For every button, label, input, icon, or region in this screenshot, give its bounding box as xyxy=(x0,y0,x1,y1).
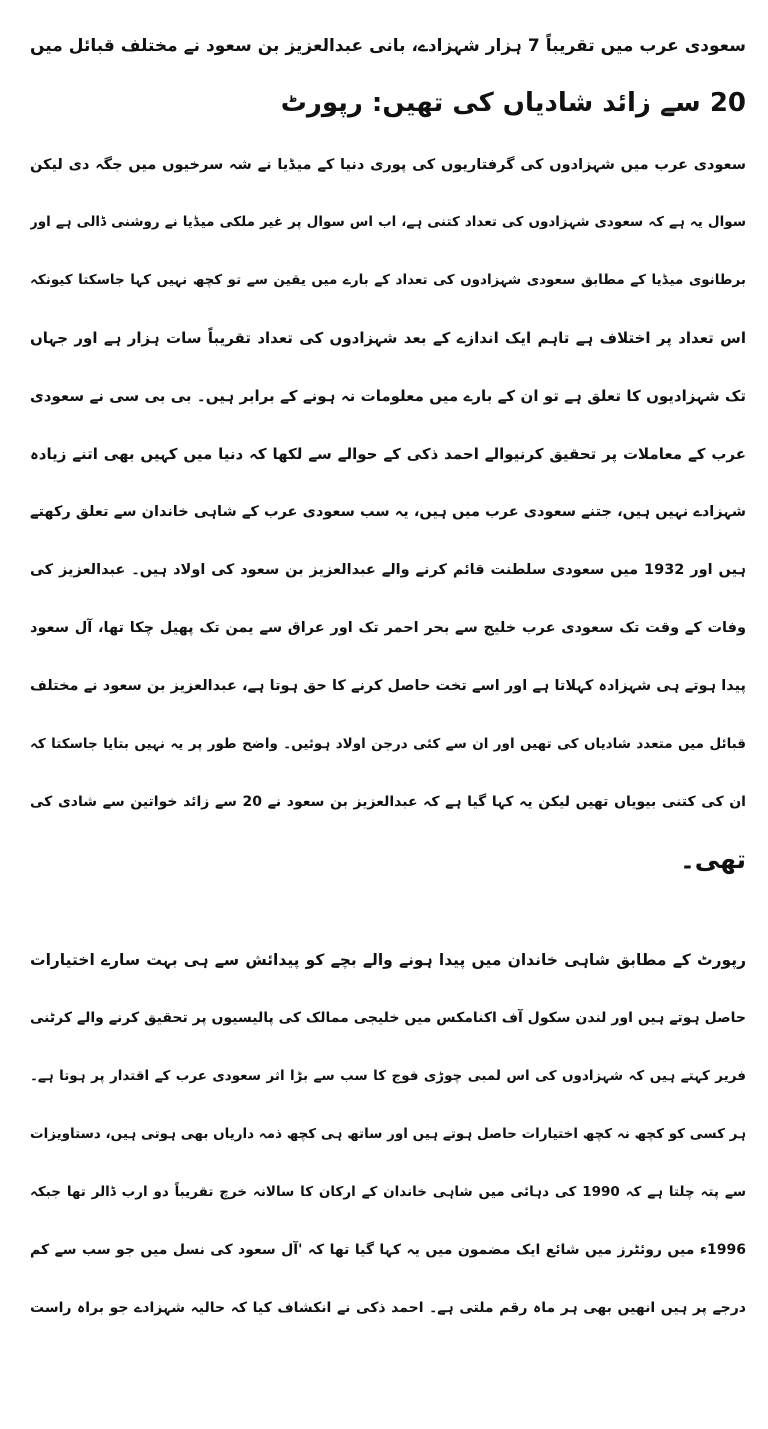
paragraph-line: تھی۔ xyxy=(680,845,746,874)
paragraph-line: ہیں اور 1932 میں سعودی سلطنت قائم کرنے والے عبدالعزیز بن سعود کی اولاد ہیں۔ عبدالعزیز کی xyxy=(30,562,746,578)
paragraph-line: سعودی عرب میں شہزادوں کی گرفتاریوں کی پوری دنیا کے میڈیا نے شہ سرخیوں میں جگہ دی لیکن xyxy=(30,157,746,173)
paragraph-line: عرب کے معاملات پر تحقیق کرنیوالے احمد ذکی کے حوالے سے لکھا کہ دنیا میں کہیں بھی اتنے زیادہ xyxy=(30,445,746,463)
paragraph-line: سے پتہ چلتا ہے کہ 1990 کی دہائی میں شاہی خاندان کے ارکان کا سالانہ خرچ تقریباً دو ارب ڈالر تھا جبکہ xyxy=(30,1184,746,1200)
paragraph-line: شہزادے نہیں ہیں، جتنے سعودی عرب میں ہیں، یہ سب سعودی عرب کے شاہی خاندان سے تعلق رکھتے xyxy=(30,504,746,520)
paragraph-line: رپورٹ کے مطابق شاہی خاندان میں پیدا ہونے والے بچے کو پیدائش سے ہی بہت سارے اختیارات xyxy=(30,951,746,969)
paragraph-line: سوال یہ ہے کہ سعودی شہزادوں کی تعداد کتنی ہے، اب اس سوال پر غیر ملکی میڈیا نے روشنی ڈالی ہے اور xyxy=(30,214,746,230)
paragraph-line: ان کی کتنی بیویاں تھیں لیکن یہ کہا گیا ہے کہ عبدالعزیز بن سعود نے 20 سے زائد خواتین سے شادی کی xyxy=(30,794,746,810)
paragraph-line: درجے پر ہیں انھیں بھی ہر ماہ رقم ملتی ہے۔ احمد ذکی نے انکشاف کیا کہ حالیہ شہزادے جو براہ راست xyxy=(30,1300,746,1316)
paragraph-line: حاصل ہوتے ہیں اور لندن سکول آف اکنامکس میں خلیجی ممالک کی پالیسیوں پر تحقیق کرنے والے کرٹنی xyxy=(30,1010,746,1026)
paragraph-line: پیدا ہوتے ہی شہزادہ کہلاتا ہے اور اسے تخت حاصل کرنے کا حق ہوتا ہے، عبدالعزیز بن سعود نے مختلف xyxy=(30,678,746,694)
paragraph-line: وفات کے وقت تک سعودی عرب خلیج سے بحر احمر تک اور عراق سے یمن تک پھیل چکا تھا، آل سعود xyxy=(30,620,746,636)
paragraph-line: برطانوی میڈیا کے مطابق سعودی شہزادوں کی تعداد کے بارے میں یقین سے تو کچھ نہیں کہا جاسکتا کیونکہ xyxy=(30,272,746,288)
paragraph-line: 1996ء میں روئٹرز میں شائع ایک مضمون میں یہ کہا گیا تھا کہ 'آل سعود کی نسل میں جو سب سے کم xyxy=(30,1242,746,1258)
paragraph-line: قبائل میں متعدد شادیاں کی تھیں اور ان سے کئی درجن اولاد ہوئیں۔ واضح طور پر یہ نہیں بتایا جاسکتا کہ xyxy=(30,736,746,752)
paragraph-line: فریر کہتے ہیں کہ شہزادوں کی اس لمبی چوڑی فوج کا سب سے بڑا اثر سعودی عرب کے اقتدار پر ہوتا ہے۔ xyxy=(30,1068,746,1084)
paragraph-line: ہر کسی کو کچھ نہ کچھ اختیارات حاصل ہوتے ہیں اور ساتھ ہی کچھ ذمہ داریاں بھی ہوتی ہیں، دستاویزات xyxy=(30,1126,746,1142)
headline-line: 20 سے زائد شادیاں کی تھیں: رپورٹ xyxy=(280,88,746,118)
paragraph-line: تک شہزادیوں کا تعلق ہے تو ان کے بارے میں معلومات نہ ہونے کے برابر ہیں۔ بی بی سی نے سعودی xyxy=(30,387,746,405)
paragraph-line: اس تعداد پر اختلاف ہے تاہم ایک اندازے کے بعد شہزادوں کی تعداد تقریباً سات ہزار ہے اور جہاں xyxy=(30,329,746,347)
headline-line: سعودی عرب میں تقریباً 7 ہزار شہزادے، بانی عبدالعزیز بن سعود نے مختلف قبائل میں xyxy=(30,36,746,56)
